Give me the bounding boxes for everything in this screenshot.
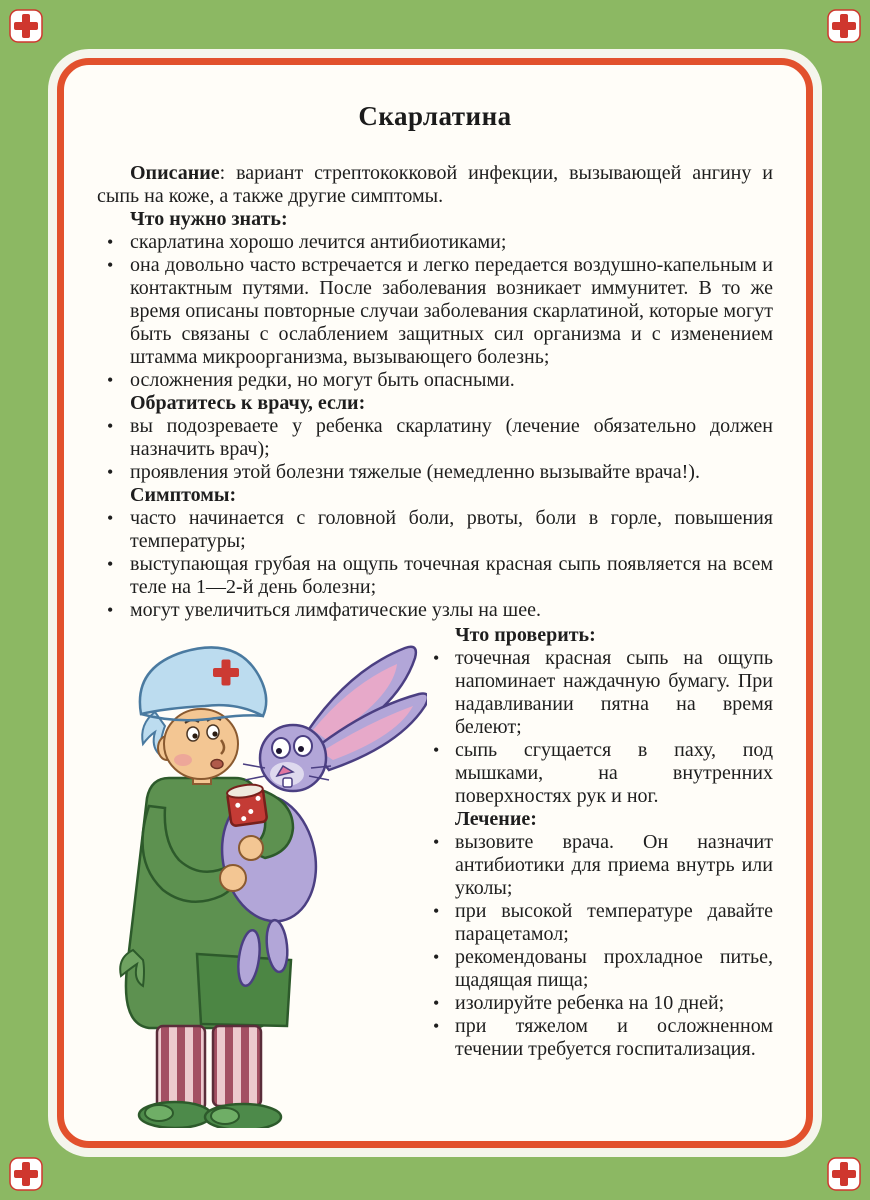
list-item-text: вызовите врача. Он назначит антибиотики для приема внутрь или уколы; — [455, 831, 773, 899]
list-item-text: могут увеличиться лимфатические узлы на шее. — [130, 599, 541, 621]
list-item-text: при высокой температуре давайте парацетамол; — [455, 900, 773, 945]
section-heading-symptoms: Симптомы: — [130, 484, 237, 506]
list-item — [429, 1015, 773, 1061]
list-item-text: выступающая грубая на ощупь точечная красная сыпь появляется на всем теле на 1—2-й день болезни; — [130, 553, 773, 598]
info-card — [57, 58, 813, 1148]
intro-lead: Описание — [130, 162, 220, 184]
bullet-marker: • — [433, 947, 440, 967]
section-heading-know: Что нужно знать: — [130, 208, 288, 230]
bullet-marker: • — [433, 832, 440, 852]
list-item — [97, 369, 773, 392]
list-item-text: вы подозреваете у ребенка скарлатину (лечение обязательно должен назначить врач); — [130, 415, 773, 460]
bullet-marker: • — [107, 508, 114, 528]
red-cross-icon — [827, 9, 861, 43]
nurse-with-rabbit-illustration — [97, 628, 427, 1128]
list-item-text: скарлатина хорошо лечится антибиотиками; — [130, 231, 507, 253]
list-item — [97, 553, 773, 599]
bullet-marker: • — [433, 648, 440, 668]
list-item-text: осложнения редки, но могут быть опасными. — [130, 369, 515, 391]
card-content — [97, 162, 773, 1128]
two-column-area — [97, 624, 773, 1128]
list-item-text: часто начинается с головной боли, рвоты, боли в горле, повышения температуры; — [130, 507, 773, 552]
red-cross-icon — [9, 9, 43, 43]
bullet-marker: • — [107, 600, 114, 620]
page-title: Скарлатина — [358, 101, 512, 131]
list-item — [97, 254, 773, 369]
list-item-text: проявления этой болезни тяжелые (немедленно вызывайте врача!). — [130, 461, 700, 483]
bullet-marker: • — [107, 370, 114, 390]
list-item — [429, 946, 773, 992]
section-heading-call-doctor: Обратитесь к врачу, если: — [130, 392, 366, 414]
bullet-marker: • — [107, 554, 114, 574]
bullet-marker: • — [107, 416, 114, 436]
list-item-text: изолируйте ребенка на 10 дней; — [455, 992, 725, 1014]
bullet-marker: • — [433, 740, 440, 760]
intro-paragraph — [97, 162, 773, 208]
list-item — [97, 599, 773, 622]
bullet-marker: • — [107, 232, 114, 252]
list-item — [429, 900, 773, 946]
list-item — [429, 647, 773, 739]
red-cross-icon — [827, 1157, 861, 1191]
list-item — [97, 507, 773, 553]
list-item-text: сыпь сгущается в паху, под мышками, на внутренних поверхностях рук и ног. — [455, 739, 773, 807]
bullet-marker: • — [433, 993, 440, 1013]
list-item-text: она довольно часто встречается и легко передается воздушно-капельным и контактным путями. После заболевания возникает иммунитет. В то же время описаны повторные случаи заболевания скарлатиной, которые могут быть связаны с ослаблением защитных сил организма и с изменением штамма микроорганизма, вызывающего болезнь; — [130, 254, 773, 368]
bullet-marker: • — [107, 255, 114, 275]
list-item — [429, 831, 773, 900]
list-item — [97, 415, 773, 461]
right-column — [429, 624, 773, 1128]
bullet-marker: • — [107, 462, 114, 482]
section-heading-check: Что проверить: — [455, 624, 596, 646]
bullet-marker: • — [433, 1016, 440, 1036]
list-item — [97, 461, 773, 484]
list-item-text: точечная красная сыпь на ощупь напоминает наждачную бумагу. При надавливании пятна на время белеют; — [455, 647, 773, 738]
list-item — [429, 739, 773, 808]
red-cross-icon — [9, 1157, 43, 1191]
list-item-text: рекомендованы прохладное питье, щадящая пища; — [455, 946, 773, 991]
illustration-area — [97, 624, 429, 1128]
bullet-marker: • — [433, 901, 440, 921]
intro-text: : вариант стрептококковой инфекции, вызывающей ангину и сыпь на коже, а также другие симптомы. — [97, 162, 773, 207]
list-item-text: при тяжелом и осложненном течении требуется госпитализация. — [455, 1015, 773, 1060]
list-item — [97, 231, 773, 254]
section-heading-treatment: Лечение: — [455, 808, 537, 830]
list-item — [429, 992, 773, 1015]
